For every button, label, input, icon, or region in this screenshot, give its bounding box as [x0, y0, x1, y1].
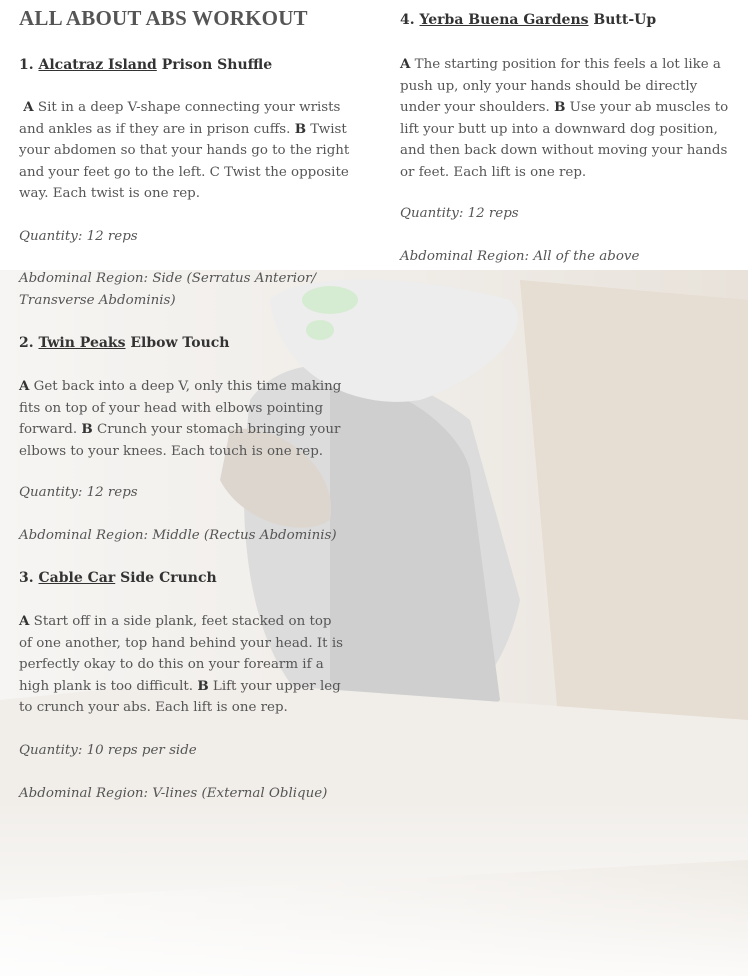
exercise-name: Elbow Touch [130, 335, 230, 351]
step-letter: A [23, 99, 34, 115]
exercise-number: 2. [19, 335, 34, 351]
step-letter: B [294, 120, 307, 137]
step-text: Twist your abdomen so that your hands go to the right and your feet go to the left. C Twist the opposite way. Each twist is one rep. [19, 121, 350, 201]
exercise-name: Prison Shuffle [161, 57, 273, 73]
page-title: ALL ABOUT ABS WORKOUT [19, 6, 308, 30]
step-text: The starting position for this feels a lot like a push up, only your hands should be directly under your shoulders. [400, 57, 721, 115]
step-text: Get back into a deep V, only this time making fits on top of your head with elbows pointing forward. [19, 379, 342, 437]
exercise-description [400, 54, 730, 183]
exercise-heading [19, 57, 272, 73]
exercise-number: 1. [19, 57, 34, 73]
location-link[interactable]: Cable Car [38, 570, 116, 586]
step-text: Lift your upper leg to crunch your abs. Each lift is one rep. [19, 678, 341, 715]
step-letter: B [554, 99, 566, 115]
exercise-heading [400, 12, 656, 28]
step-letter: B [197, 677, 209, 694]
quantity: Quantity: 12 reps [19, 485, 138, 500]
exercise-heading [19, 570, 217, 586]
exercise-description [19, 611, 344, 719]
step-text: Sit in a deep V-shape connecting your wrists and ankles as if they are in prison cuffs. [19, 100, 341, 137]
quantity: Quantity: 12 reps [400, 206, 519, 221]
abdominal-region: Abdominal Region: Middle (Rectus Abdominis) [19, 528, 337, 543]
exercise-description [19, 97, 354, 205]
step-text: Start off in a side plank, feet stacked on top of one another, top hand behind your head. It is perfectly okay to do this on your forearm if a high plank is too difficult. [19, 614, 343, 694]
quantity: Quantity: 10 reps per side [19, 743, 197, 758]
quantity: Quantity: 12 reps [19, 229, 138, 244]
exercise-number: 4. [400, 12, 415, 28]
step-text: Use your ab muscles to lift your butt up into a downward dog position, and then back down without moving your hands or feet. Each lift is one rep. [400, 100, 729, 180]
exercise-name: Side Crunch [120, 570, 217, 586]
exercise-description [19, 376, 354, 462]
abdominal-region: Abdominal Region: Side (Serratus Anterior/ Transverse Abdominis) [19, 271, 317, 308]
abdominal-region: Abdominal Region: V-lines (External Oblique) [19, 786, 328, 801]
location-link[interactable]: Yerba Buena Gardens [419, 12, 589, 28]
abdominal-region: Abdominal Region: All of the above [400, 249, 640, 264]
step-letter: A [19, 378, 30, 394]
location-link[interactable]: Alcatraz Island [38, 57, 157, 73]
location-link[interactable]: Twin Peaks [38, 335, 126, 351]
exercise-name: Butt-Up [593, 12, 657, 28]
step-text: Crunch your stomach bringing your elbows to your knees. Each touch is one rep. [19, 422, 341, 459]
step-letter: B [81, 421, 93, 437]
exercise-heading [19, 335, 229, 351]
step-letter: A [19, 613, 30, 629]
step-letter: A [400, 56, 411, 72]
exercise-number: 3. [19, 570, 34, 586]
